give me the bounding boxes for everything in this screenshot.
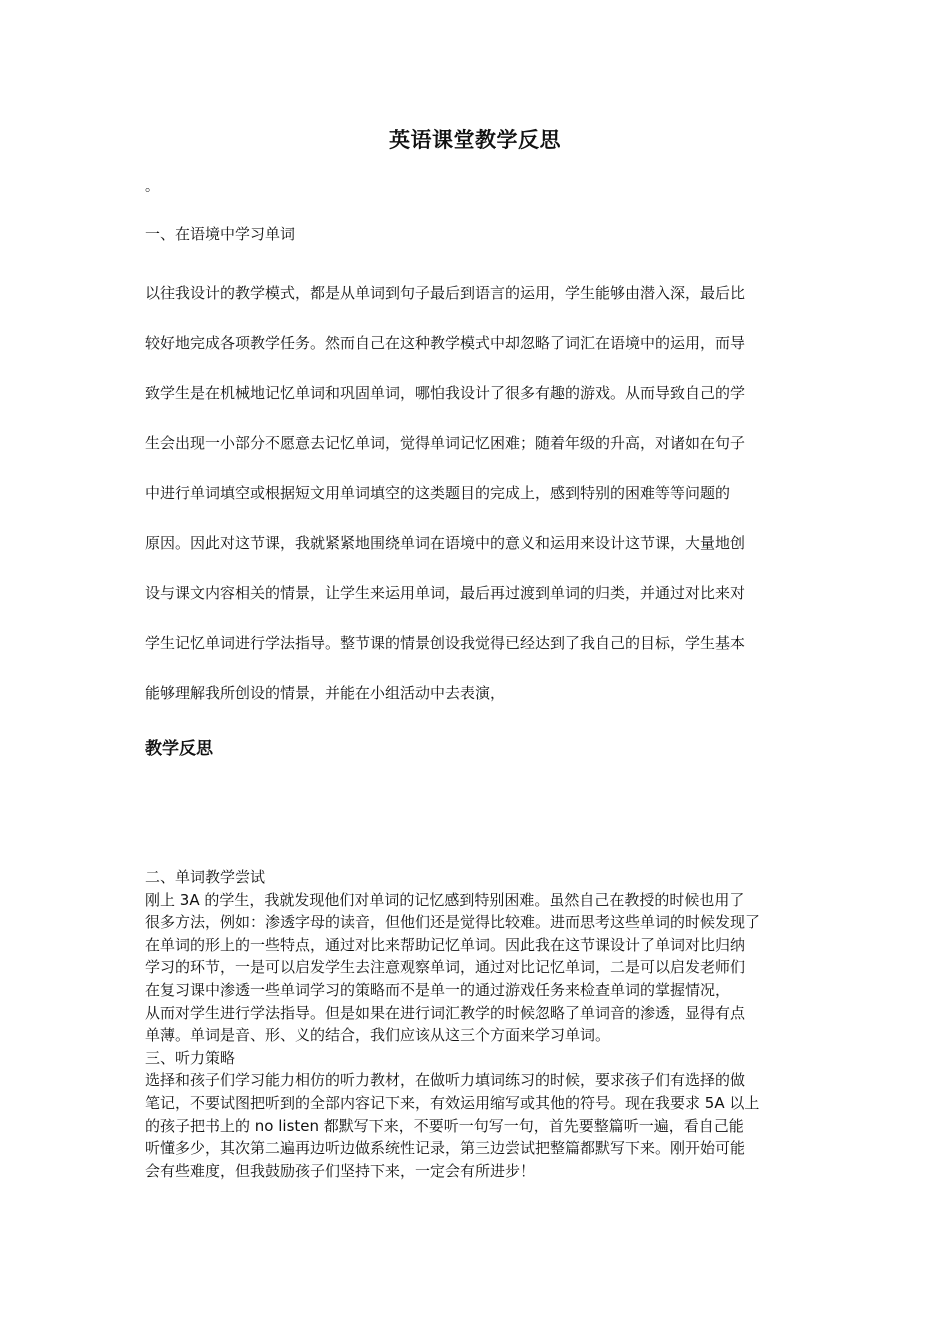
paragraph-line: 中进行单词填空或根据短文用单词填空的这类题目的完成上，感到特别的困难等等问题的	[145, 484, 731, 502]
paragraph-line: 以往我设计的教学模式，都是从单词到句子最后到语言的运用，学生能够由潜入深，最后比	[145, 284, 746, 302]
section1-heading: 一、在语境中学习单词	[145, 225, 296, 243]
text-run: 的学生，我就发现他们对单词的记忆感到特别困难。虽然自己在教授的时候也用了	[199, 890, 745, 909]
paragraph-line	[145, 889, 810, 912]
paragraph-line: 设与课文内容相关的情景，让学生来运用单词，最后再过渡到单词的归类，并通过对比来对	[145, 584, 746, 602]
paragraph-line	[145, 1092, 810, 1115]
sections-2-3-block	[145, 866, 810, 1182]
paragraph-line: 会有些难度，但我鼓励孩子们坚持下来，一定会有所进步！	[145, 1161, 536, 1180]
latin-run: 5A	[704, 1093, 725, 1112]
reflection-heading: 教学反思	[145, 739, 213, 759]
paragraph-line: 致学生是在机械地记忆单词和巩固单词，哪怕我设计了很多有趣的游戏。从而导致自己的学	[145, 384, 746, 402]
section2-heading: 二、单词教学尝试	[145, 868, 266, 886]
latin-run: 3A	[179, 890, 200, 909]
text-run: 刚上	[145, 890, 180, 909]
section1-paragraph	[145, 268, 810, 718]
paragraph-line: 能够理解我所创设的情景，并能在小组活动中去表演，	[145, 684, 506, 702]
paragraph-line: 很多方法，例如：渗透字母的读音，但他们还是觉得比较难。进而思考这些单词的时候发现了	[145, 913, 761, 932]
paragraph-line: 原因。因此对这节课，我就紧紧地围绕单词在语境中的意义和运用来设计这节课，大量地创	[145, 534, 746, 552]
paragraph-line: 在复习课中渗透一些单词学习的策略而不是单一的通过游戏任务来检查单词的掌握情况，	[145, 980, 731, 999]
paragraph-line: 在单词的形上的一些特点，通过对比来帮助记忆单词。因此我在这节课设计了单词对比归纳	[145, 935, 746, 954]
latin-run: no listen	[254, 1116, 319, 1135]
stray-punctuation: 。	[145, 179, 159, 195]
paragraph-line: 学生记忆单词进行学法指导。整节课的情景创设我觉得已经达到了我自己的目标，学生基本	[145, 634, 746, 652]
text-run: 以上	[724, 1093, 760, 1112]
paragraph-line: 学习的环节，一是可以启发学生去注意观察单词，通过对比记忆单词，二是可以启发老师们	[145, 958, 746, 977]
text-run: 都默写下来，不要听一句写一句，首先要整篇听一遍，看自己能	[319, 1116, 744, 1135]
document-title: 英语课堂教学反思	[389, 127, 561, 152]
text-run: 的孩子把书上的	[145, 1116, 255, 1135]
paragraph-line	[145, 1115, 810, 1138]
section3-heading: 三、听力策略	[145, 1048, 236, 1067]
text-run: 笔记，不要试图把听到的全部内容记下来，有效运用缩写或其他的符号。现在我要求	[145, 1093, 705, 1112]
paragraph-line: 听懂多少，其次第二遍再边听边做系统性记录，第三边尝试把整篇都默写下来。刚开始可能	[145, 1139, 746, 1158]
paragraph-line: 较好地完成各项教学任务。然而自己在这种教学模式中却忽略了词汇在语境中的运用，而导	[145, 334, 746, 352]
paragraph-line: 生会出现一小部分不愿意去记忆单词，觉得单词记忆困难；随着年级的升高，对诸如在句子	[145, 434, 746, 452]
paragraph-line: 从而对学生进行学法指导。但是如果在进行词汇教学的时候忽略了单词音的渗透，显得有点	[145, 1003, 746, 1022]
paragraph-line: 选择和孩子们学习能力相仿的听力教材，在做听力填词练习的时候，要求孩子们有选择的做	[145, 1071, 746, 1090]
paragraph-line: 单薄。单词是音、形、义的结合，我们应该从这三个方面来学习单词。	[145, 1026, 611, 1045]
